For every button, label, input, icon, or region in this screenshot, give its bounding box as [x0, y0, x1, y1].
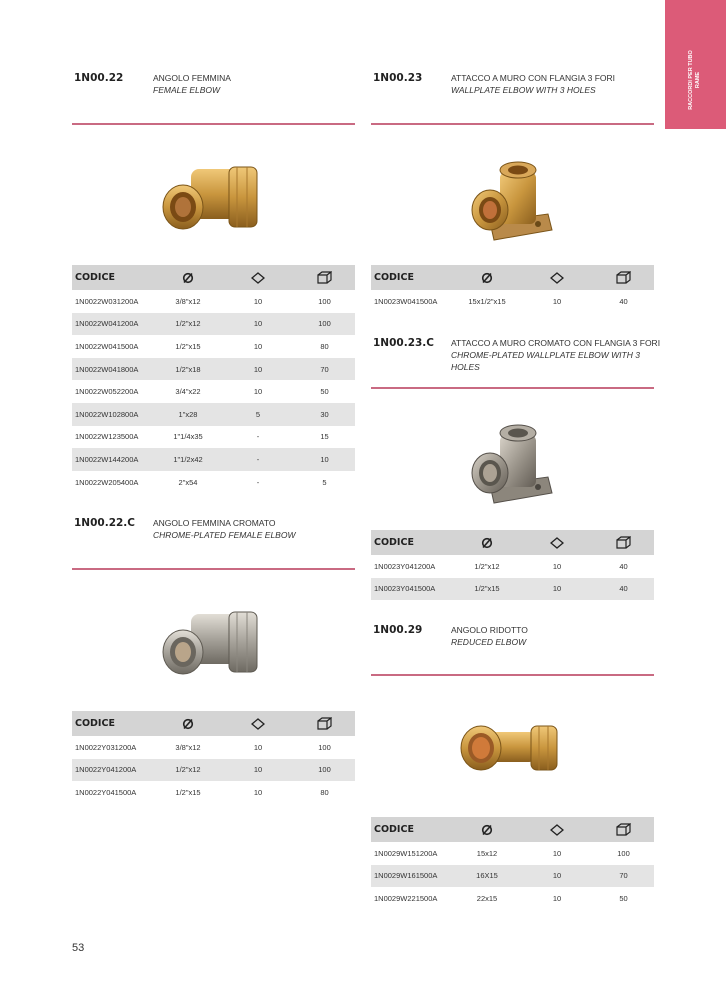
pack-qty-cell: 10: [222, 313, 294, 336]
diameter-cell: 1/2"x15: [175, 787, 201, 797]
header-codice: CODICE: [371, 817, 453, 842]
product-code: 1N00.23: [373, 72, 423, 84]
box-qty-cell: 70: [593, 865, 654, 888]
product-code-cell: 1N0022W102800A: [72, 403, 154, 426]
box-icon: [593, 530, 654, 555]
pack-qty-cell: 10: [222, 358, 294, 381]
header-codice: CODICE: [72, 265, 154, 290]
reduced-elbow-image: [455, 710, 565, 790]
product-photo: [410, 686, 610, 814]
product-code-cell: 1N0029W221500A: [374, 893, 438, 903]
box-icon: [294, 711, 355, 736]
table-row: [72, 358, 355, 381]
product-table: [371, 817, 654, 910]
product-code-cell: 1N0023Y041200A: [374, 561, 436, 571]
product-code-cell: 1N0022W041800A: [72, 358, 154, 381]
box-qty-cell: 40: [619, 296, 628, 306]
box-qty-cell: 100: [294, 313, 355, 336]
box-qty-cell: 10: [294, 448, 355, 471]
table-row: [72, 736, 355, 759]
box-qty-cell: 40: [619, 561, 628, 571]
box-qty-cell: 100: [318, 296, 331, 306]
pack-qty-cell: 10: [253, 787, 263, 797]
box-qty-cell: 5: [322, 477, 327, 487]
product-photo: [410, 398, 610, 526]
pack-qty-cell: -: [256, 432, 260, 442]
chrome-wallplate-elbow-image: [460, 415, 560, 510]
box-icon: [593, 265, 654, 290]
diameter-cell: 1/2"x12: [154, 759, 222, 782]
pack-icon: [222, 711, 294, 736]
page-number: 53: [72, 942, 85, 954]
pack-qty-cell: 10: [552, 848, 562, 858]
diameter-cell: 1/2"x18: [154, 358, 222, 381]
chrome-female-elbow-image: [157, 604, 267, 684]
box-qty-cell: 100: [294, 759, 355, 782]
box-icon: [593, 817, 654, 842]
female-elbow-image: [157, 159, 267, 239]
product-code: 1N00.23.C: [373, 337, 435, 349]
table-row: [72, 448, 355, 471]
diameter-cell: 15x12: [476, 848, 498, 858]
product-code-cell: 1N0022Y031200A: [75, 742, 137, 752]
product-code-cell: 1N0022Y041500A: [75, 787, 137, 797]
pack-qty-cell: 10: [253, 341, 263, 351]
product-code-cell: 1N0029W161500A: [371, 865, 453, 888]
box-qty-cell: 30: [294, 403, 355, 426]
product-code-cell: 1N0023Y041500A: [371, 578, 453, 601]
table-row: [72, 426, 355, 449]
diameter-cell: 1/2"x15: [175, 341, 201, 351]
box-qty-cell: 40: [593, 578, 654, 601]
product-code-cell: 1N0022W052200A: [75, 387, 139, 397]
header-codice: CODICE: [371, 265, 453, 290]
product-title-en: REDUCED ELBOW: [451, 637, 527, 647]
box-qty-cell: 100: [617, 848, 630, 858]
diameter-icon: [453, 265, 521, 290]
pack-qty-cell: 10: [253, 387, 263, 397]
section-divider: [371, 387, 654, 389]
pack-icon: [521, 265, 593, 290]
box-qty-cell: 100: [318, 742, 331, 752]
section-divider: [72, 123, 355, 125]
table-row: [371, 842, 654, 865]
header-codice: CODICE: [72, 711, 154, 736]
table-header-row: [371, 530, 654, 555]
product-photo: [112, 580, 312, 708]
diameter-cell: 2"x54: [178, 477, 198, 487]
product-title-it: ANGOLO FEMMINA CROMATO: [153, 518, 276, 528]
diameter-cell: 1"1/2x42: [154, 448, 222, 471]
section-divider: [371, 123, 654, 125]
diameter-icon: [154, 711, 222, 736]
box-qty-cell: 15: [320, 432, 329, 442]
table-header-row: [72, 711, 355, 736]
diameter-cell: 3/8"x12: [175, 742, 201, 752]
product-code-cell: 1N0022W041500A: [75, 341, 139, 351]
pack-qty-cell: 10: [253, 742, 263, 752]
box-qty-cell: 80: [320, 787, 329, 797]
table-header-row: [371, 817, 654, 842]
category-label: RACCORDI PER TUBO RAME: [688, 50, 701, 110]
product-code-cell: 1N0022W123500A: [75, 432, 139, 442]
diameter-cell: 16X15: [453, 865, 521, 888]
header-codice: CODICE: [371, 530, 453, 555]
diameter-cell: 1/2"x12: [474, 561, 500, 571]
diameter-cell: 3/4"x22: [175, 387, 201, 397]
diameter-cell: 1"x28: [154, 403, 222, 426]
pack-qty-cell: 10: [552, 296, 562, 306]
table-row: [72, 471, 355, 494]
product-title-en: WALLPLATE ELBOW WITH 3 HOLES: [451, 85, 596, 95]
diameter-cell: 15x1/2"x15: [468, 296, 506, 306]
product-title-en: CHROME-PLATED FEMALE ELBOW: [153, 530, 296, 540]
pack-qty-cell: 10: [521, 578, 593, 601]
product-code: 1N00.22: [74, 72, 124, 84]
table-header-row: [371, 265, 654, 290]
product-table: [72, 265, 355, 493]
box-qty-cell: 80: [320, 341, 329, 351]
product-photo: [112, 135, 312, 263]
diameter-cell: 1"1/4x35: [173, 432, 203, 442]
diameter-icon: [453, 530, 521, 555]
table-row: [371, 578, 654, 601]
box-qty-cell: 50: [320, 387, 329, 397]
product-code-cell: 1N0022W205400A: [75, 477, 139, 487]
product-title-it: ATTACCO A MURO CON FLANGIA 3 FORI: [451, 73, 616, 83]
diameter-icon: [154, 265, 222, 290]
pack-qty-cell: 10: [521, 865, 593, 888]
product-code-cell: 1N0022W031200A: [75, 296, 139, 306]
table-row: [72, 290, 355, 313]
product-table: [371, 265, 654, 313]
section-divider: [72, 568, 355, 570]
table-row: [72, 403, 355, 426]
table-row: [371, 887, 654, 910]
diameter-icon: [453, 817, 521, 842]
pack-qty-cell: -: [222, 448, 294, 471]
product-title-it: ANGOLO FEMMINA: [153, 73, 231, 83]
table-row: [72, 313, 355, 336]
table-row: [72, 335, 355, 358]
table-header-row: [72, 265, 355, 290]
pack-qty-cell: 10: [552, 561, 562, 571]
table-row: [371, 865, 654, 888]
table-row: [371, 555, 654, 578]
section-divider: [371, 674, 654, 676]
diameter-cell: 1/2"x15: [453, 578, 521, 601]
product-code-cell: 1N0022W041200A: [72, 313, 154, 336]
pack-icon: [521, 817, 593, 842]
table-row: [371, 290, 654, 313]
pack-icon: [521, 530, 593, 555]
wallplate-elbow-image: [460, 152, 560, 247]
product-title-it: ATTACCO A MURO CROMATO CON FLANGIA 3 FORI: [451, 338, 661, 348]
box-icon: [294, 265, 355, 290]
product-table: [72, 711, 355, 804]
product-title-en: CHROME-PLATED WALLPLATE ELBOW WITH 3: [451, 350, 640, 360]
table-row: [72, 380, 355, 403]
product-code-cell: 1N0029W151200A: [374, 848, 438, 858]
table-row: [72, 759, 355, 782]
pack-qty-cell: -: [256, 477, 260, 487]
pack-qty-cell: 10: [552, 893, 562, 903]
product-title-en-cont: HOLES: [451, 362, 480, 372]
box-qty-cell: 70: [294, 358, 355, 381]
product-title-en: FEMALE ELBOW: [153, 85, 221, 95]
category-side-tab: [665, 0, 726, 129]
product-photo: [410, 135, 610, 263]
product-title-it: ANGOLO RIDOTTO: [451, 625, 528, 635]
pack-qty-cell: 10: [253, 296, 263, 306]
product-code: 1N00.29: [373, 624, 423, 636]
pack-qty-cell: 5: [222, 403, 294, 426]
table-row: [72, 781, 355, 804]
product-code: 1N00.22.C: [74, 517, 136, 529]
product-code-cell: 1N0022W144200A: [72, 448, 154, 471]
box-qty-cell: 50: [619, 893, 628, 903]
product-code-cell: 1N0023W041500A: [374, 296, 438, 306]
product-table: [371, 530, 654, 600]
diameter-cell: 1/2"x12: [154, 313, 222, 336]
pack-icon: [222, 265, 294, 290]
diameter-cell: 22x15: [476, 893, 498, 903]
pack-qty-cell: 10: [222, 759, 294, 782]
diameter-cell: 3/8"x12: [175, 296, 201, 306]
product-code-cell: 1N0022Y041200A: [72, 759, 154, 782]
